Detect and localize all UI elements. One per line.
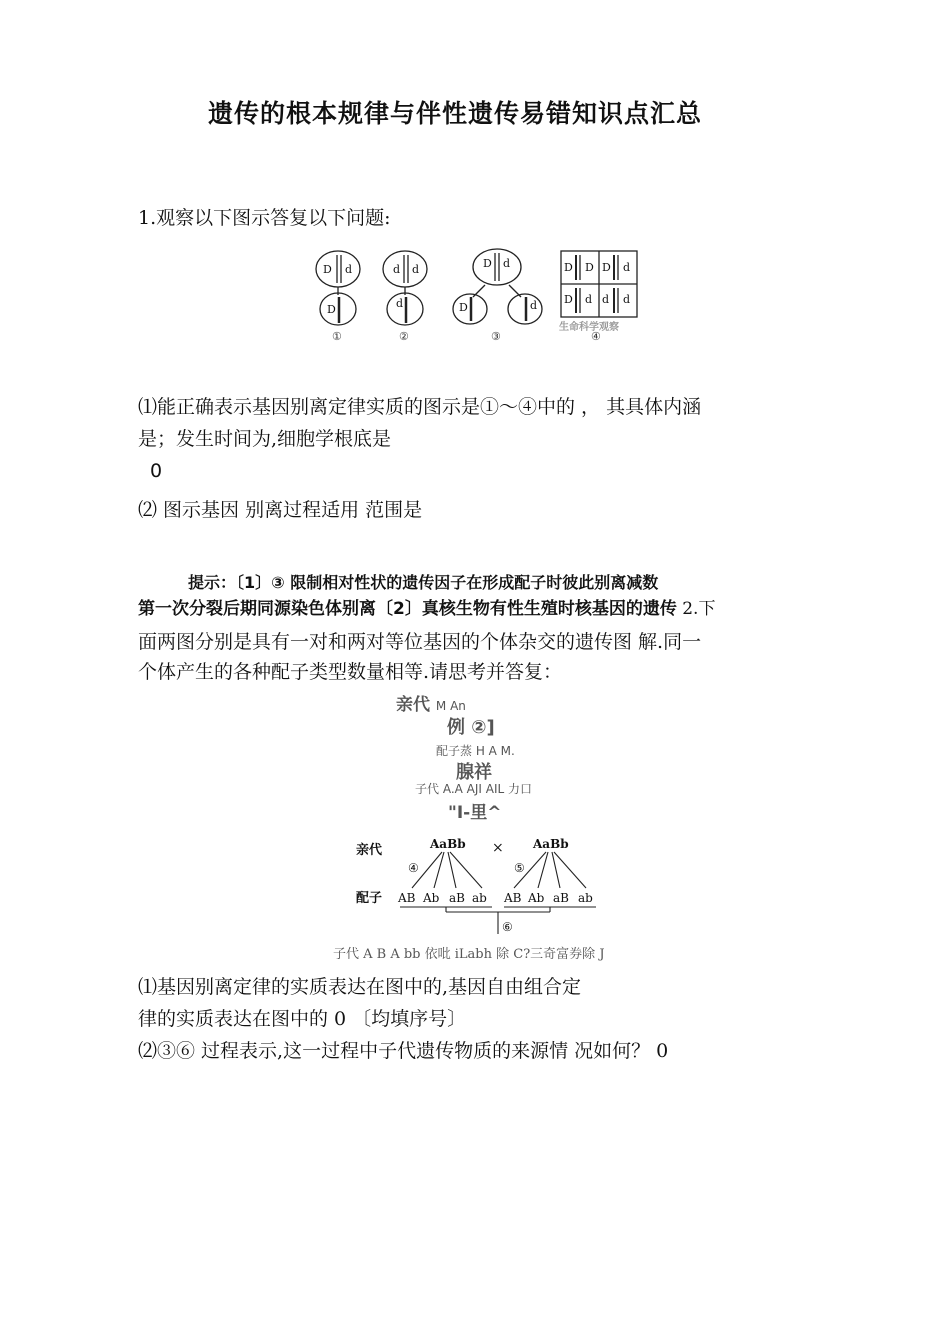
fig2-garbled-2: 例 ②] xyxy=(447,717,495,738)
question-1-stem: 1.观察以下图示答复以下问题: xyxy=(138,207,391,229)
step-6-marker: ⑥ xyxy=(502,920,513,934)
figure-label: ③ xyxy=(491,330,501,343)
step-4-marker: ④ xyxy=(408,861,419,875)
figure-label: d xyxy=(623,293,631,306)
q1-sub1-line1: ⑴能正确表示基因别离定律实质的图示是①〜④中的 ， 其具体内涵 xyxy=(138,396,702,418)
figure-label: ab xyxy=(472,891,487,905)
fig2-garbled-3: 配子蒸 H A M. xyxy=(436,744,515,758)
q1-sub1-line3: 0 xyxy=(150,460,163,482)
figure-label: d xyxy=(345,263,353,276)
fig2-offspring-caption: 子代 A B A bb 依吡 iLabh 除 C?三奇富券除 J xyxy=(333,947,605,962)
figure-label: D xyxy=(327,303,336,316)
fig2-garbled-6: "I-里^ xyxy=(448,803,502,823)
gamete-label: 配子 xyxy=(356,891,383,906)
figure-2-cross-diagram xyxy=(350,832,620,942)
hint-line3: 面两图分别是具有一对和两对等位基因的个体杂交的遗传图 解.同一 xyxy=(138,631,702,653)
gamete: AB xyxy=(398,891,416,905)
cross-symbol: × xyxy=(492,840,504,856)
hint-line2-bold: 第一次分裂后期同源染色体别离〔2〕真核生物有性生殖时核基因的遗传 xyxy=(138,599,677,619)
hint-line1: 提示：〔1〕③ 限制相对性状的遗传因子在形成配子时彼此别离减数 xyxy=(188,573,659,592)
figure-label: ④ xyxy=(591,330,601,343)
q2-sub1-line1: ⑴基因别离定律的实质表达在图中的,基因自由组合定 xyxy=(138,976,582,998)
figure-label: d xyxy=(396,297,404,310)
parent-label: 亲代 xyxy=(356,843,383,858)
watermark-text: 生命科学观察 xyxy=(559,322,619,333)
figure-label: D xyxy=(483,257,492,270)
figure-label: AB xyxy=(504,891,522,905)
figure-label: D xyxy=(585,261,594,274)
figure-label: D xyxy=(564,293,573,306)
figure-label: Ab xyxy=(423,891,440,905)
q2-sub1-line2: 律的实质表达在图中的 0 〔均填序号〕 xyxy=(138,1008,467,1030)
figure-label: d xyxy=(503,257,511,270)
parent-genotype-1: AaBb xyxy=(430,837,466,851)
q1-sub2: ⑵ 图示基因 别离过程适用 范围是 xyxy=(138,499,423,521)
fig2-garbled-5: 子代 A.A AJI AIL 力口 xyxy=(415,782,533,796)
figure-label: ab xyxy=(578,891,593,905)
q2-sub2: ⑵③⑥ 过程表示,这一过程中子代遗传物质的来源情 况如何？ 0 xyxy=(138,1040,669,1062)
hint-line2 xyxy=(138,595,715,623)
figure-label: aB xyxy=(553,891,569,905)
figure-label: d xyxy=(530,299,538,312)
panel-label: ① xyxy=(332,330,342,343)
figure-label: D xyxy=(602,261,611,274)
hint-line2-tail: 2.下 xyxy=(676,599,716,619)
figure-label: aB xyxy=(449,891,465,905)
q1-sub1-line2: 是；发生时间为,细胞学根底是 xyxy=(138,428,392,450)
figure-1-gene-separation xyxy=(305,245,645,345)
allele-label: D xyxy=(323,263,332,276)
figure-label: d xyxy=(393,263,401,276)
parent-genotype-2: AaBb xyxy=(533,837,569,851)
figure-label: d xyxy=(412,263,420,276)
figure-label: d xyxy=(585,293,593,306)
fig2-garbled-1: 亲代 M An xyxy=(396,695,466,715)
figure-label: d xyxy=(602,293,610,306)
figure-label: D xyxy=(564,261,573,274)
figure-label: Ab xyxy=(528,891,545,905)
step-5-marker: ⑤ xyxy=(514,861,525,875)
figure-label: d xyxy=(623,261,631,274)
fig2-garbled-4: 腺祥 xyxy=(456,762,492,783)
hint-line4: 个体产生的各种配子类型数量相等.请思考并答复： xyxy=(138,661,563,683)
figure-label: D xyxy=(459,301,468,314)
figure-label: ② xyxy=(399,330,409,343)
page-title: 遗传的根本规律与伴性遗传易错知识点汇总 xyxy=(207,99,702,128)
